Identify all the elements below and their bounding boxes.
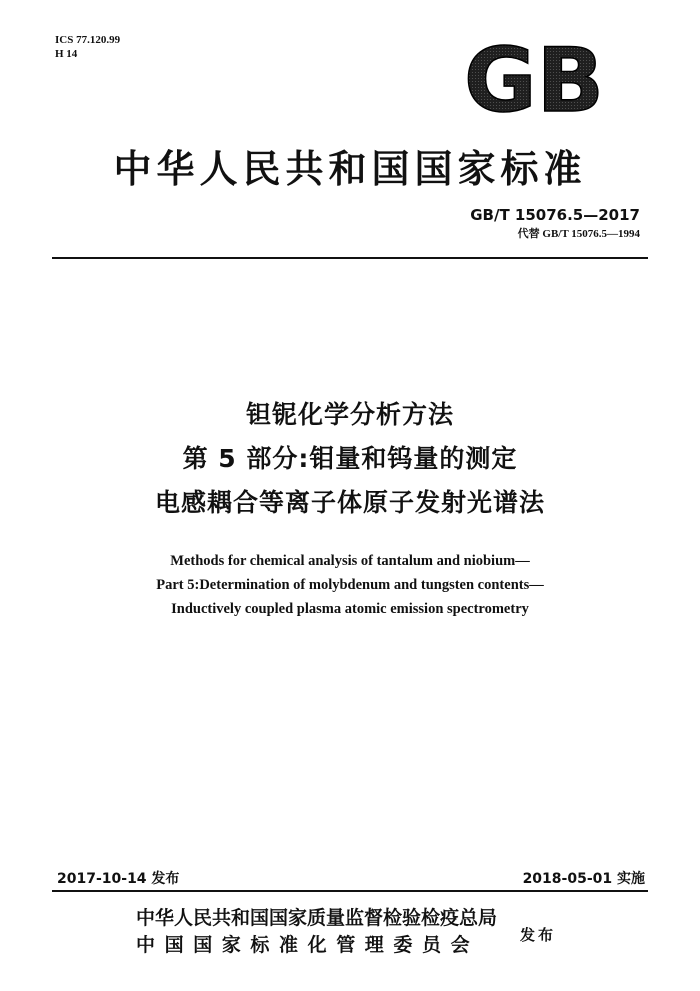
standard-replaces: 代替 GB/T 15076.5—1994 (517, 228, 640, 240)
english-title (30, 549, 670, 621)
standard-number: GB/T 15076.5—2017 (470, 206, 640, 224)
publisher-sac: 中国国家标准化管理委员会 (136, 934, 480, 956)
gb-logo-text: GB (464, 41, 604, 121)
publishing-organizations (136, 905, 497, 959)
english-title-line-3: Inductively coupled plasma atomic emission spectrometry (171, 601, 529, 617)
ccs-code: H 14 (55, 48, 78, 60)
standard-number-block (470, 206, 640, 241)
issue-date: 2017-10-14 发布 (57, 871, 180, 887)
publisher-aqsiq: 中华人民共和国国家质量监督检验检疫总局 (136, 907, 498, 929)
classification-codes (55, 33, 120, 61)
top-divider (52, 257, 648, 259)
gb-logo (462, 41, 607, 121)
publish-label: 发布 (520, 926, 557, 944)
chinese-title-line-2: 第 5 部分:钼量和钨量的测定 (182, 444, 518, 473)
chinese-title-line-3: 电感耦合等离子体原子发射光谱法 (154, 488, 545, 517)
ics-code: ICS 77.120.99 (55, 34, 121, 46)
country-standard-title: 中华人民共和国国家标准 (113, 147, 587, 191)
english-title-line-1: Methods for chemical analysis of tantalum and niobium— (170, 553, 530, 569)
chinese-title-line-1: 钽铌化学分析方法 (245, 400, 454, 429)
chinese-title (40, 393, 660, 525)
english-title-line-2: Part 5:Determination of molybdenum and tungsten contents— (156, 577, 544, 593)
implementation-date: 2018-05-01 实施 (522, 871, 645, 887)
bottom-divider (52, 890, 648, 892)
